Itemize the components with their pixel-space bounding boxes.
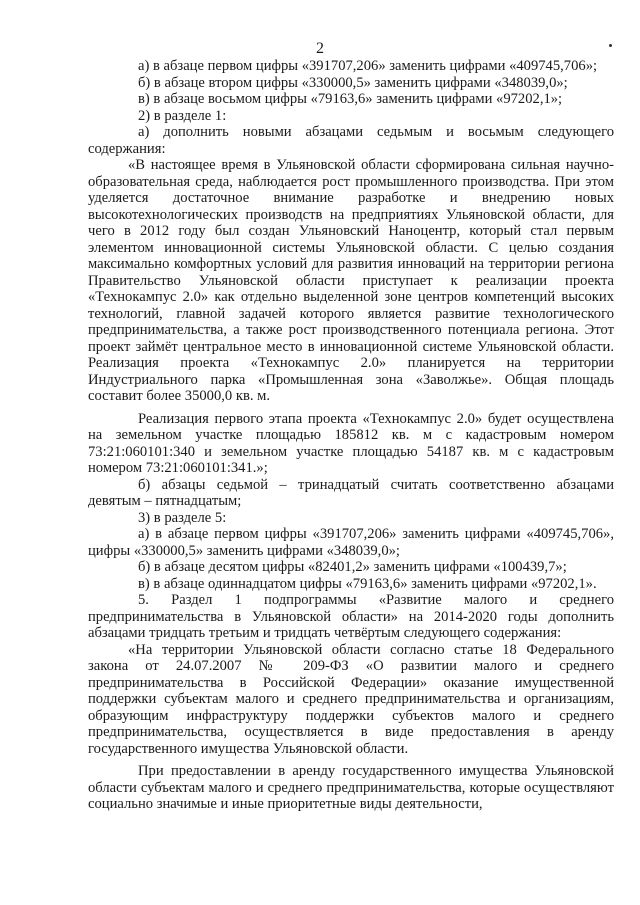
paragraph: При предоставлении в аренду государственного имущества Ульяновской области субъектам малого и среднего предпринимательства, которые осуществляют социально значимые и иные приоритетные виды деятельности, [88, 763, 614, 812]
paragraph: «В настоящее время в Ульяновской области сформирована сильная научно-образовательная среда, наблюдается рост промышленного производства. При этом уделяется достаточное внимание разработке и внедрению новых высокотехнологических производств на предприятиях Ульяновской области, для чего в 2012 году был создан Ульяновский Наноцентр, который стал первым элементом инновационной системы Ульяновской области. С целью создания максимально комфортных условий для развития инноваций на территории региона Правительство Ульяновской области приступает к реализации проекта «Технокампус 2.0» как отдельно выделенной зоне центров компетенций высоких технологий, главной задачей которого является развитие технологического предпринимательства, а также рост производственного потенциала региона. Этот проект займёт центральное место в инновационной системе Ульяновской области. Реализация проекта «Технокампус 2.0» планируется на территории Индустриального парка «Промышленная зона «Заволжье». Общая площадь составит более 35000,0 кв. м. [88, 157, 614, 404]
scan-dot-mark [609, 44, 612, 47]
document-body [88, 58, 614, 813]
paragraph: 5. Раздел 1 подпрограммы «Развитие малого и среднего предпринимательства в Ульяновской области» на 2014-2020 годы дополнить абзацами тридцать третьим и тридцать четвёртым следующего содержания: [88, 592, 614, 641]
page-number: 2 [316, 40, 324, 57]
paragraph: б) в абзаце десятом цифры «82401,2» заменить цифрами «100439,7»; [138, 559, 567, 575]
paragraph: Реализация первого этапа проекта «Технокампус 2.0» будет осуществлена на земельном участке площадью 185812 кв. м с кадастровым номером 73:21:060101:340 и земельном участке площадью 54187 кв. м с кадастровым номером 73:21:060101:341.»; [88, 410, 614, 476]
paragraph: б) абзацы седьмой – тринадцатый считать соответственно абзацами девятым – пятнадцатым; [88, 476, 614, 509]
paragraph: а) в абзаце первом цифры «391707,206» заменить цифрами «409745,706»; [138, 58, 598, 74]
paragraph: а) дополнить новыми абзацами седьмым и восьмым следующего содержания: [88, 124, 614, 157]
paragraph: б) в абзаце втором цифры «330000,5» заменить цифрами «348039,0»; [138, 74, 568, 91]
paragraph: в) в абзаце одиннадцатом цифры «79163,6» заменить цифрами «97202,1». [138, 575, 597, 592]
paragraph: в) в абзаце восьмом цифры «79163,6» заменить цифрами «97202,1»; [138, 91, 563, 107]
paragraph: а) в абзаце первом цифры «391707,206» заменить цифрами «409745,706», цифры «330000,5» заменить цифрами «348039,0»; [88, 526, 614, 559]
paragraph: 3) в разделе 5: [138, 509, 227, 526]
paragraph: 2) в разделе 1: [138, 107, 227, 124]
paragraph: «На территории Ульяновской области согласно статье 18 Федерального закона от 24.07.2007 № 209-ФЗ «О развитии малого и среднего предпринимательства в Российской Федерации» оказание имущественной поддержки субъектам малого и среднего предпринимательства и организациям, образующим инфраструктуру поддержки субъектов малого и среднего предпринимательства, осуществляется в виде предоставления в аренду государственного имущества Ульяновской области. [88, 641, 614, 757]
